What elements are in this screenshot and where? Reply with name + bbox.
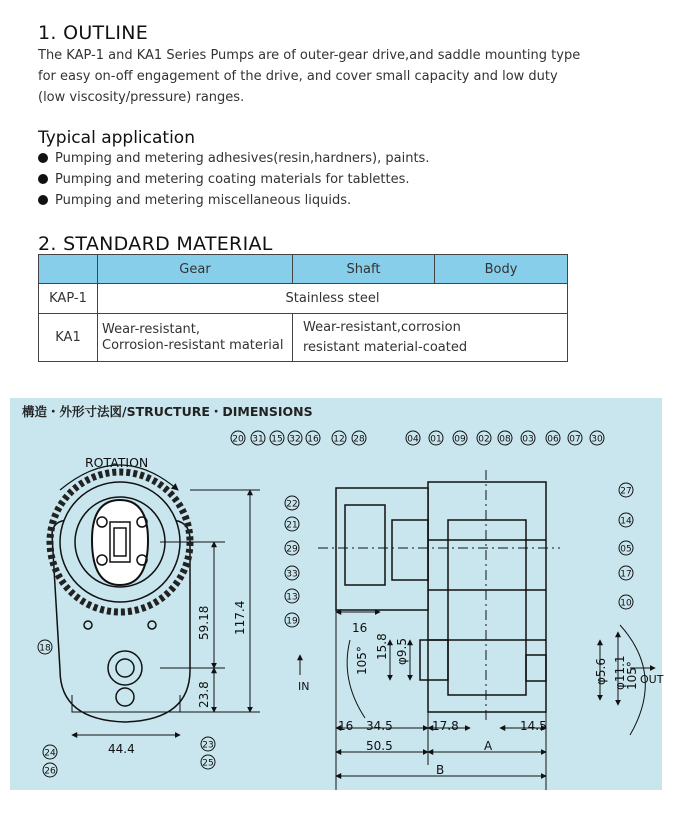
inlet-label: IN <box>298 680 310 693</box>
part-number-label: 17 <box>620 569 632 580</box>
part-number-label: 19 <box>286 616 298 627</box>
dimension-label: 59.18 <box>197 605 211 640</box>
figure-title: 構造・外形寸法図/STRUCTURE・DIMENSIONS <box>22 404 313 419</box>
material-heading: 2. STANDARD MATERIAL <box>38 233 273 255</box>
table-cell-line: Wear-resistant,corrosion <box>303 319 461 335</box>
part-number-label: 32 <box>289 434 301 445</box>
dimension-label: A <box>484 739 493 753</box>
part-number-label: 12 <box>333 434 345 445</box>
outline-line: The KAP-1 and KA1 Series Pumps are of outer-gear drive,and saddle mounting type <box>38 48 581 63</box>
table-cell-model: KAP-1 <box>39 284 98 314</box>
dimension-label: 105° <box>355 646 369 675</box>
table-cell-line: Wear-resistant, <box>102 321 201 337</box>
part-number-label: 05 <box>620 544 632 555</box>
part-number-label: 33 <box>286 569 298 580</box>
part-number-label: 27 <box>620 486 632 497</box>
part-number-label: 28 <box>353 434 365 445</box>
dimension-label: B <box>436 763 445 777</box>
dimension-label: 50.5 <box>366 739 393 753</box>
part-number-label: 06 <box>547 434 559 445</box>
part-number-label: 21 <box>286 520 298 531</box>
part-number-label: 24 <box>44 748 56 759</box>
outline-heading: 1. OUTLINE <box>38 22 149 44</box>
dimension-label: 117.4 <box>233 600 247 635</box>
part-number-label: 07 <box>569 434 581 445</box>
application-item-text: Pumping and metering miscellaneous liquids. <box>55 193 352 208</box>
part-number-label: 13 <box>286 592 298 603</box>
part-number-label: 01 <box>430 434 442 445</box>
table-cell-line: Corrosion-resistant material <box>102 337 284 353</box>
table-header-cell: Gear <box>98 255 293 284</box>
front-view <box>50 472 190 722</box>
application-item-text: Pumping and metering coating materials for tablettes. <box>55 172 410 187</box>
dimension-label: 44.4 <box>108 742 135 756</box>
table-header-cell: Body <box>435 255 568 284</box>
dimension-label: 16 <box>352 621 368 635</box>
dimension-label: 17.8 <box>432 719 459 733</box>
dimension-label: 105° <box>625 661 639 690</box>
part-number-label: 25 <box>202 758 214 769</box>
dimension-label: φ11.1 <box>613 655 627 690</box>
dimension-label: 16 <box>338 719 354 733</box>
dimension-label: 34.5 <box>366 719 393 733</box>
dimension-label: 23.8 <box>197 681 211 708</box>
application-item-text: Pumping and metering adhesives(resin,hardners), paints. <box>55 151 430 166</box>
table-cell-line: resistant material-coated <box>303 339 468 355</box>
part-number-label: 26 <box>44 766 56 777</box>
application-heading: Typical application <box>38 128 195 148</box>
outline-line: (low viscosity/pressure) ranges. <box>38 90 245 105</box>
outlet-label: OUT <box>640 673 664 686</box>
dimension-label: φ5.6 <box>594 658 608 685</box>
part-number-label: 20 <box>232 434 244 445</box>
dimension-label: 14.5 <box>520 719 547 733</box>
rotation-label: ROTATION <box>85 455 149 470</box>
table-cell-model: KA1 <box>39 314 98 362</box>
part-number-label: 03 <box>522 434 534 445</box>
dimension-label: 15.8 <box>375 633 389 660</box>
part-number-label: 04 <box>407 434 419 445</box>
section-view <box>318 470 560 720</box>
outline-line: for easy on-off engagement of the drive, and cover small capacity and low duty <box>38 69 558 84</box>
part-number-label: 08 <box>499 434 511 445</box>
part-number-label: 23 <box>202 740 214 751</box>
part-number-label: 15 <box>271 434 283 445</box>
part-number-label: 16 <box>307 434 319 445</box>
table-cell-material: Stainless steel <box>98 284 568 314</box>
part-number-label: 09 <box>454 434 466 445</box>
part-number-label: 31 <box>252 434 264 445</box>
part-number-label: 10 <box>620 598 632 609</box>
part-number-label: 30 <box>591 434 603 445</box>
part-number-label: 29 <box>286 544 298 555</box>
part-number-label: 02 <box>478 434 490 445</box>
table-header-cell: Shaft <box>293 255 435 284</box>
dimension-label: φ9.5 <box>395 638 409 665</box>
part-number-label: 22 <box>286 499 298 510</box>
part-number-label: 18 <box>39 643 51 654</box>
part-number-label: 14 <box>620 516 632 527</box>
